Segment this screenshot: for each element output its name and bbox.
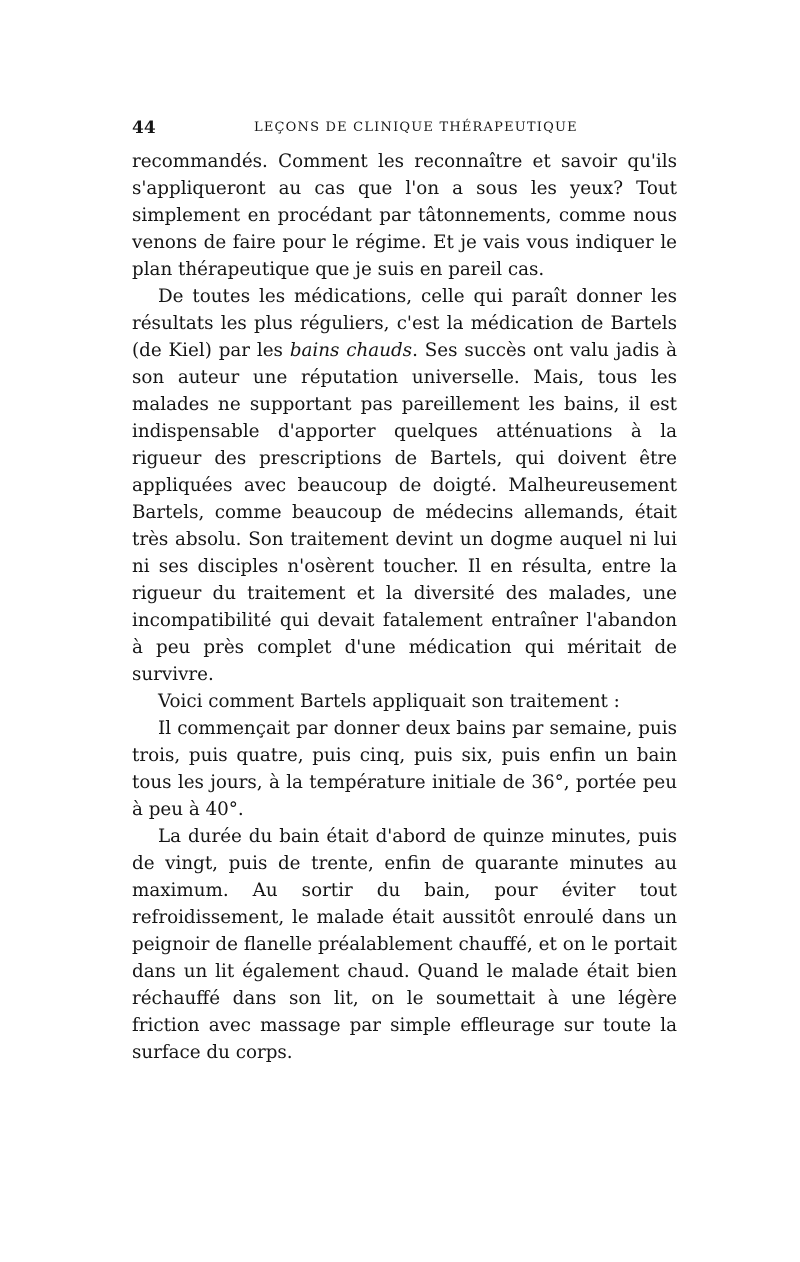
italic-term: bains chauds	[289, 340, 413, 361]
paragraph-intro-treatment: Voici comment Bartels appliquait son traitement :	[158, 691, 620, 712]
page-number: 44	[132, 118, 156, 138]
body-text	[132, 148, 677, 1066]
paragraph-text-start: De toutes les médications, celle qui paraît donner les résultats les plus réguliers, c'est la médication de Bartels (de Kiel) par les	[132, 286, 677, 361]
paragraph-bath-duration: La durée du bain était d'abord de quinze minutes, puis de vingt, puis de trente, enfin de quarante minutes au maximum. Au sortir du bain, pour éviter tout refroidissement, le malade était aussitôt enroulé dans un peignoir de flanelle préalablement chauffé, et on le portait dans un lit également chaud. Quand le malade était bien réchauffé dans son lit, on le soumettait à une légère friction avec massage par simple effleurage sur toute la surface du corps.	[132, 826, 677, 1063]
running-title: LEÇONS DE CLINIQUE THÉRAPEUTIQUE	[254, 120, 578, 135]
running-head	[132, 118, 677, 146]
paragraph-bartels-method	[132, 283, 677, 688]
book-page	[132, 118, 677, 1066]
paragraph-text-end: . Ses succès ont valu jadis à son auteur une réputation universelle. Mais, tous les malades ne supportant pas pareillement les bains, il est indispensable d'apporter quelques atténuations à la rigueur des prescriptions de Bartels, qui doivent être appliquées avec beaucoup de doigté. Malheureusement Bartels, comme beaucoup de médecins allemands, était très absolu. Son traitement devint un dogme auquel ni lui ni ses disciples n'osèrent toucher. Il en résulta, entre la rigueur du traitement et la diversité des malades, une incompatibilité qui devait fatalement entraîner l'abandon à peu près complet d'une médication qui méritait de survivre.	[132, 340, 678, 685]
paragraph-bath-frequency: Il commençait par donner deux bains par semaine, puis trois, puis quatre, puis cinq, puis six, puis enfin un bain tous les jours, à la température initiale de 36°, portée peu à peu à 40°.	[132, 718, 677, 820]
paragraph-continued: recommandés. Comment les reconnaître et savoir qu'ils s'appliqueront au cas que l'on a sous les yeux? Tout simplement en procédant par tâtonnements, comme nous venons de faire pour le régime. Et je vais vous indiquer le plan thérapeutique que je suis en pareil cas.	[132, 151, 677, 280]
